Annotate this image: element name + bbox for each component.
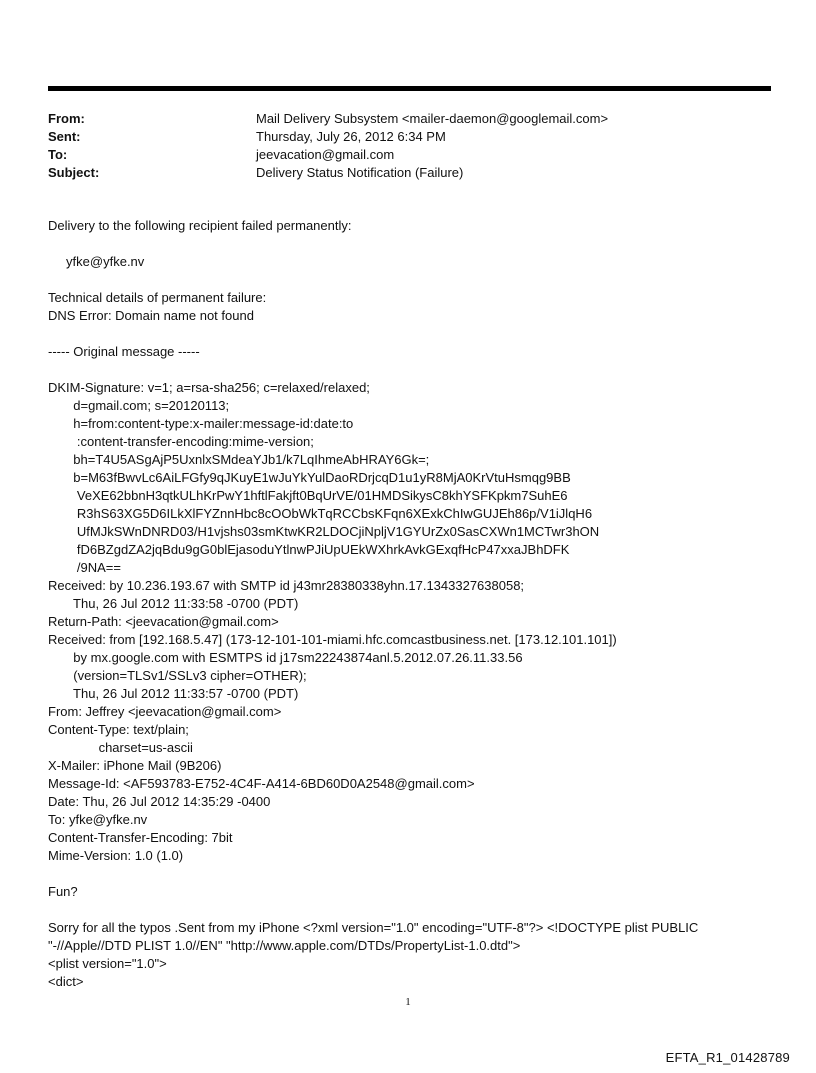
to-label: To:: [48, 147, 68, 162]
sent-value: Thursday, July 26, 2012 6:34 PM: [256, 129, 446, 144]
from-label: From:: [48, 111, 85, 126]
header-line: (version=TLSv1/SSLv3 cipher=OTHER);: [48, 668, 307, 683]
header-line: Content-Type: text/plain;: [48, 722, 189, 737]
to-row: [48, 146, 768, 164]
from-value: Mail Delivery Subsystem <mailer-daemon@googlemail.com>: [256, 111, 609, 126]
header-line: Received: by 10.236.193.67 with SMTP id j43mr28380338yhn.17.1343327638058;: [48, 578, 525, 593]
header-line: Thu, 26 Jul 2012 11:33:57 -0700 (PDT): [48, 686, 299, 701]
header-line: by mx.google.com with ESMTPS id j17sm22243874anl.5.2012.07.26.11.33.56: [48, 650, 523, 665]
failed-recipient: yfke@yfke.nv: [48, 254, 145, 269]
header-line: Return-Path: <jeevacation@gmail.com>: [48, 614, 279, 629]
tech-details-title: Technical details of permanent failure:: [48, 290, 267, 305]
header-line: X-Mailer: iPhone Mail (9B206): [48, 758, 222, 773]
header-line: VeXE62bbnH3qtkULhKrPwY1hftlFakjft0BqUrVE/01HMDSikysC8khYSFKpkm7SuhE6: [48, 488, 568, 503]
dict-line: <dict>: [48, 974, 84, 989]
header-line: charset=us-ascii: [48, 740, 193, 755]
original-message-divider: ----- Original message -----: [48, 344, 200, 359]
header-line: bh=T4U5ASgAjP5UxnlxSMdeaYJb1/k7LqIhmeAbHRAY6Gk=;: [48, 452, 430, 467]
header-line: Date: Thu, 26 Jul 2012 14:35:29 -0400: [48, 794, 271, 809]
header-line: Message-Id: <AF593783-E752-4C4F-A414-6BD60D0A2548@gmail.com>: [48, 776, 475, 791]
sent-label: Sent:: [48, 129, 81, 144]
header-line: R3hS63XG5D6ILkXlFYZnnHbc8cOObWkTqRCCbsKFqn6XExkChIwGUJEh86p/V1iJlqH6: [48, 506, 593, 521]
original-headers: [48, 379, 778, 865]
header-line: /9NA==: [48, 560, 121, 575]
message-text-fun: Fun?: [48, 884, 78, 899]
failure-intro: Delivery to the following recipient failed permanently:: [48, 218, 352, 233]
sent-row: [48, 128, 768, 146]
header-line: :content-transfer-encoding:mime-version;: [48, 434, 314, 449]
header-line: Mime-Version: 1.0 (1.0): [48, 848, 184, 863]
header-line: DKIM-Signature: v=1; a=rsa-sha256; c=relaxed/relaxed;: [48, 380, 370, 395]
subject-row: [48, 164, 768, 182]
header-line: Content-Transfer-Encoding: 7bit: [48, 830, 233, 845]
document-id: EFTA_R1_01428789: [665, 1050, 790, 1065]
page-number: 1: [405, 996, 411, 1008]
header-line: UfMJkSWnDNRD03/H1vjshs03smKtwKR2LDOCjiNpljV1GYUrZx0SasCXWn1MCTwr3hON: [48, 524, 600, 539]
header-line: b=M63fBwvLc6AiLFGfy9qJKuyE1wJuYkYulDaoRDrjcqD1u1yR8MjA0KrVtuHsmqg9BB: [48, 470, 571, 485]
from-row: [48, 110, 768, 128]
header-line: From: Jeffrey <jeevacation@gmail.com>: [48, 704, 282, 719]
dns-error: DNS Error: Domain name not found: [48, 308, 254, 323]
header-rule: [48, 86, 771, 91]
message-text-sorry: Sorry for all the typos .Sent from my iPhone <?xml version="1.0" encoding="UTF-8"?> <!DOCTYPE plist PUBLIC "-//Apple//DTD PLIST 1.0//EN" "http://www.apple.com/DTDs/PropertyList-1.0.dtd">: [48, 920, 699, 953]
email-header: [48, 110, 768, 182]
email-body: [48, 217, 778, 991]
header-line: Received: from [192.168.5.47] (173-12-101-101-miami.hfc.comcastbusiness.net. [173.12.101.101]): [48, 632, 617, 647]
plist-line: <plist version="1.0">: [48, 956, 167, 971]
header-line: d=gmail.com; s=20120113;: [48, 398, 230, 413]
to-value: jeevacation@gmail.com: [256, 147, 395, 162]
header-line: To: yfke@yfke.nv: [48, 812, 148, 827]
subject-value: Delivery Status Notification (Failure): [256, 165, 464, 180]
header-line: Thu, 26 Jul 2012 11:33:58 -0700 (PDT): [48, 596, 299, 611]
header-line: h=from:content-type:x-mailer:message-id:date:to: [48, 416, 354, 431]
header-line: fD6BZgdZA2jqBdu9gG0blEjasoduYtlnwPJiUpUEkWXhrkAvkGExqfHcP47xxaJBhDFK: [48, 542, 570, 557]
subject-label: Subject:: [48, 165, 100, 180]
